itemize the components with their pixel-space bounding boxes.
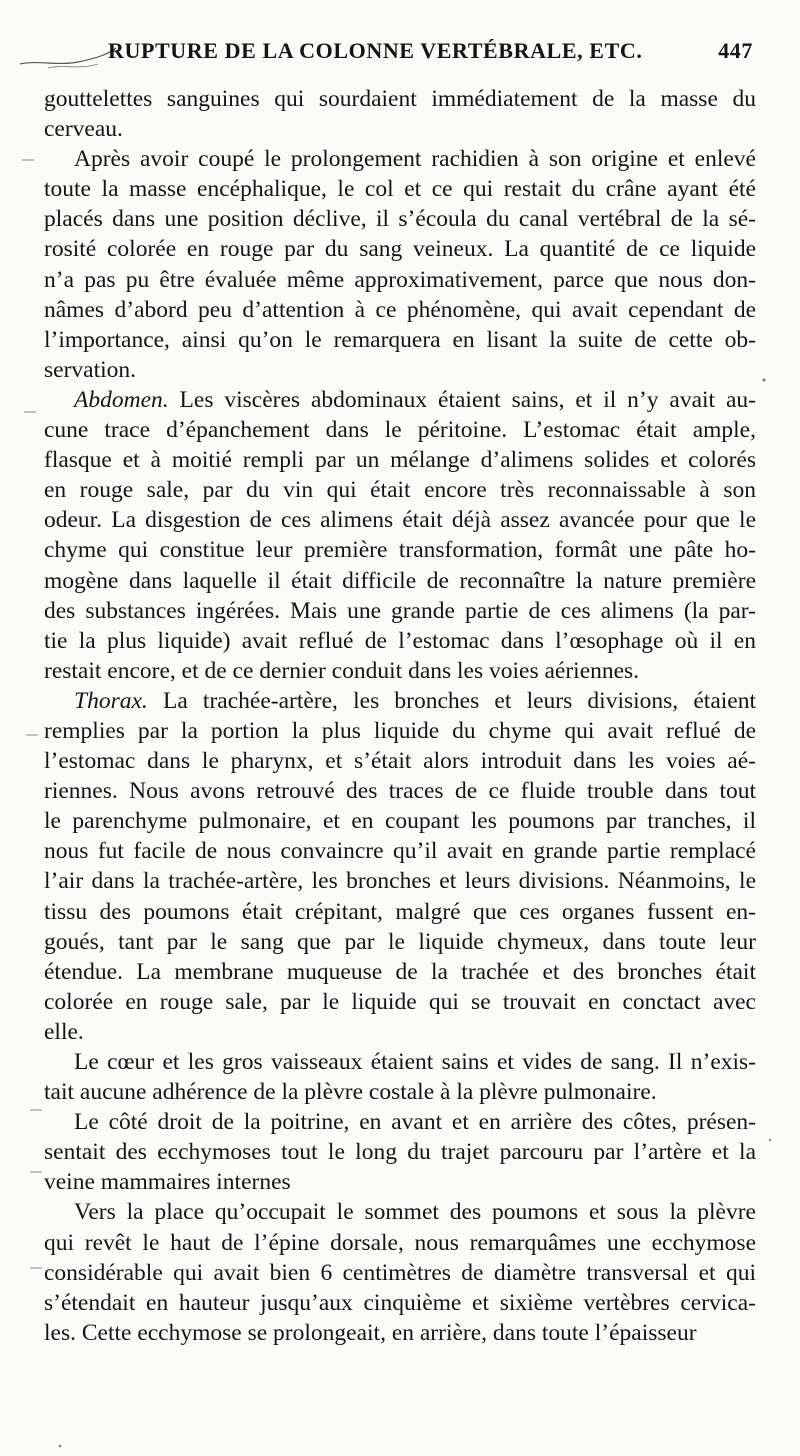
text-line: s’étendait en hauteur jusqu’aux cinquième et sixième vertèbres cervica- [44, 1289, 756, 1316]
text-line: considérable qui avait bien 6 centimètres de diamètre transversal et qui [44, 1259, 756, 1286]
text-line: qui revêt le haut de l’épine dorsale, nous remarquâmes une ecchymose [44, 1229, 756, 1256]
text-line: des substances ingérées. Mais une grande partie de ces alimens (la par- [44, 597, 756, 624]
text-line: tait aucune adhérence de la plèvre costale à la plèvre pulmonaire. [44, 1079, 657, 1106]
header-ornament-icon [18, 44, 118, 74]
text-line: flasque et à moitié rempli par un mélange d’alimens solides et colorés [44, 447, 756, 474]
text-run: La trachée-artère, les bronches et leurs divisions, étaient [147, 687, 756, 714]
text-line: cerveau. [44, 116, 123, 143]
text-line: veine mammaires internes [44, 1169, 291, 1196]
page-body [44, 84, 756, 1348]
text-line: sentait des ecchymoses tout le long du trajet parcouru par l’artère et la [44, 1139, 756, 1166]
text-line: tie la plus liquide) avait reflué de l’estomac dans l’œsophage où il en [44, 627, 756, 654]
text-line: l’estomac dans le pharynx, et s’était alors introduit dans les voies aé- [44, 748, 756, 775]
text-line: riennes. Nous avons retrouvé des traces de ce fluide trouble dans tout [44, 778, 756, 805]
text-line: le parenchyme pulmonaire, et en coupant les poumons par tranches, il [44, 808, 756, 835]
page-number: 447 [718, 38, 753, 63]
text-line: n’a pas pu être évaluée même approximativement, parce que nous don- [44, 266, 756, 293]
text-line: mogène dans laquelle il était difficile de reconnaître la nature première [44, 567, 756, 594]
text-line: gouttelettes sanguines qui sourdaient immédiatement de la masse du [44, 86, 756, 112]
text-line: Le cœur et les gros vaisseaux étaient sains et vides de sang. Il n’exis- [74, 1049, 756, 1075]
text-line: en rouge sale, par du vin qui était encore très reconnaissable à son [44, 477, 756, 504]
text-line: chyme qui constitue leur première transformation, formât une pâte ho- [44, 537, 756, 564]
text-line: goués, tant par le sang que par le liquide chymeux, dans toute leur [44, 928, 756, 955]
text-line: Après avoir coupé le prolongement rachidien à son origine et enlevé [74, 146, 756, 173]
text-line: remplies par la portion la plus liquide du chyme qui avait reflué de [44, 717, 756, 744]
text-run: Les viscères abdominaux étaient sains, et il n’y avait au- [168, 386, 756, 413]
section-heading: Abdomen. [74, 386, 169, 413]
text-line: toute la masse encéphalique, le col et ce qui restait du crâne ayant été [44, 176, 756, 203]
text-line: l’importance, ainsi qu’on le remarquera en lisant la suite de cette ob- [44, 326, 756, 353]
running-header [108, 38, 753, 78]
text-line: tissu des poumons était crépitant, malgré que ces organes fussent en- [44, 898, 756, 925]
text-line: nous fut facile de nous convaincre qu’il avait en grande partie remplacé [44, 838, 756, 865]
text-line: nâmes d’abord peu d’attention à ce phénomène, qui avait cependant de [44, 296, 756, 323]
text-line: odeur. La disgestion de ces alimens était déjà assez avancée pour que le [44, 507, 756, 534]
running-title: RUPTURE DE LA COLONNE VERTÉBRALE, ETC. [108, 38, 643, 63]
text-line: les. Cette ecchymose se prolongeait, en arrière, dans toute l’épaisseur [44, 1319, 697, 1346]
text-line [44, 686, 756, 716]
text-line: Le côté droit de la poitrine, en avant et en arrière des côtes, présen- [74, 1109, 756, 1136]
text-line: cune trace d’épanchement dans le péritoine. L’estomac était ample, [44, 417, 756, 444]
text-line: l’air dans la trachée-artère, les bronches et leurs divisions. Néanmoins, le [44, 868, 756, 895]
text-line: Vers la place qu’occupait le sommet des poumons et sous la plèvre [74, 1199, 756, 1226]
text-line: restait encore, et de ce dernier conduit dans les voies aériennes. [44, 657, 640, 684]
text-line: étendue. La membrane muqueuse de la trachée et des bronches était [44, 958, 756, 985]
text-line [44, 385, 756, 415]
text-line: placés dans une position déclive, il s’écoula du canal vertébral de la sé- [44, 206, 756, 233]
text-line: colorée en rouge sale, par le liquide qui se trouvait en conctact avec [44, 988, 756, 1015]
text-line: servation. [44, 356, 137, 383]
text-line: elle. [44, 1018, 84, 1045]
section-heading: Thorax. [74, 687, 148, 714]
text-line: rosité colorée en rouge par du sang veineux. La quantité de ce liquide [44, 236, 756, 263]
